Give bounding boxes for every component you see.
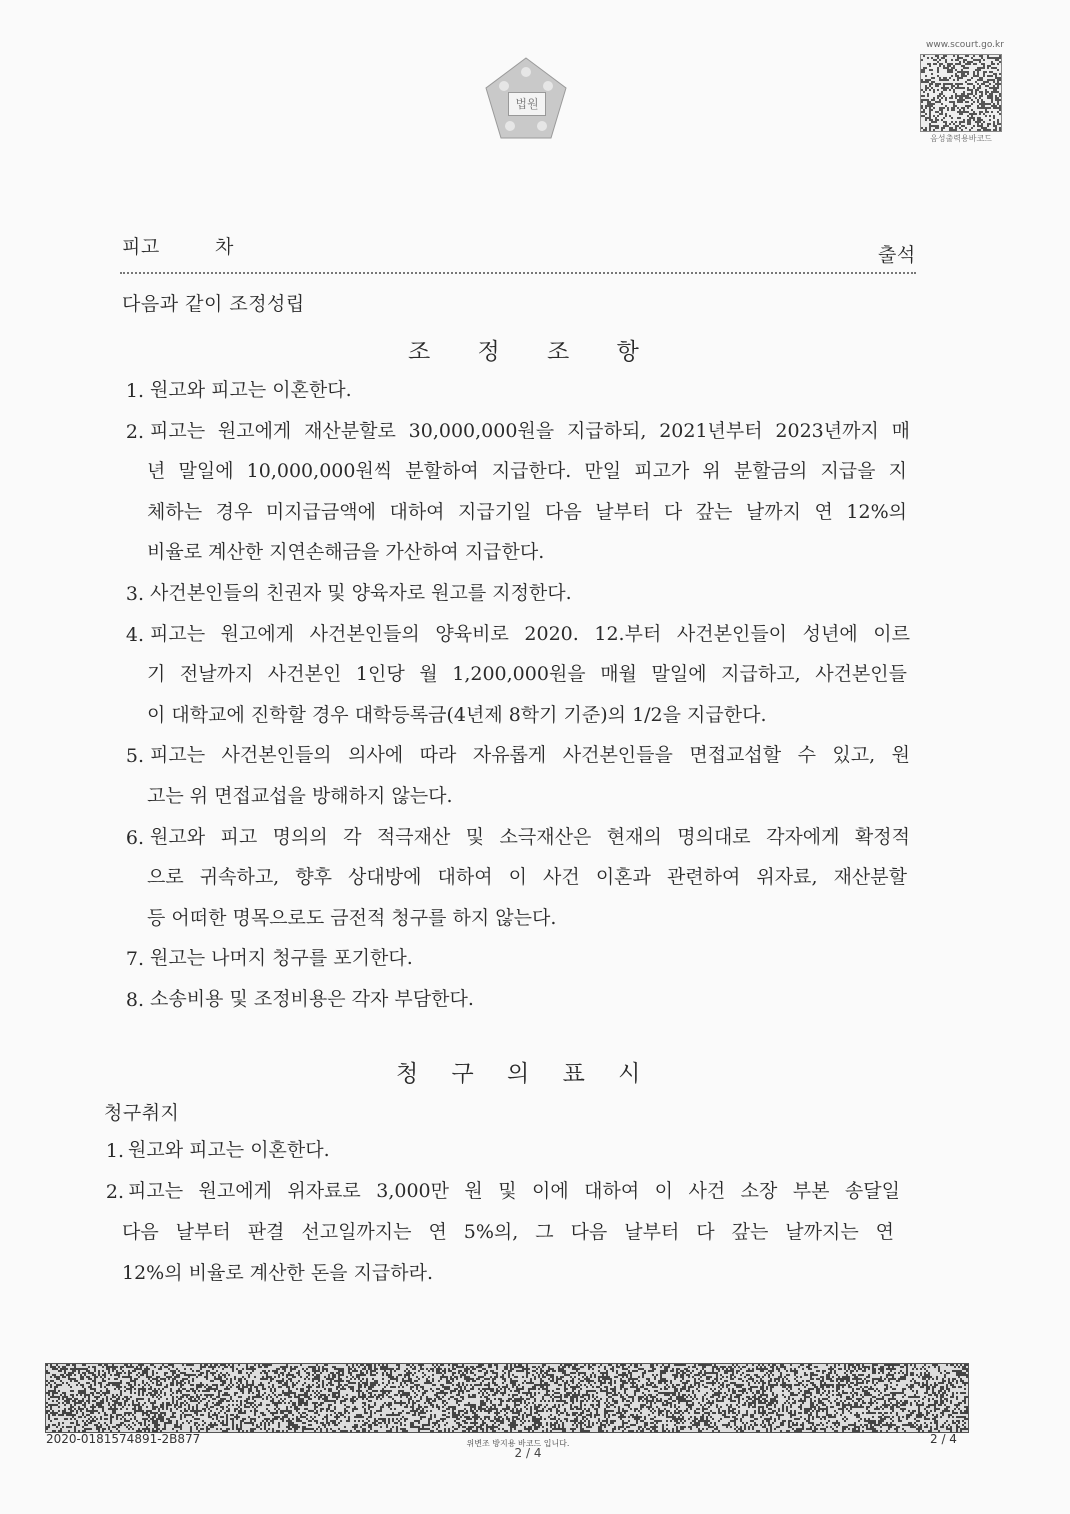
item-line: 비율로 계산한 지연손해금을 가산하여 지급한다. (147, 541, 545, 564)
item-line: 이 대학교에 진학할 경우 대학등록금(4년제 8학기 기준)의 1/2을 지급한다. (147, 703, 767, 726)
mediation-title: 조 정 조 항 (408, 339, 659, 365)
item-line: 고는 위 면접교섭을 방해하지 않는다. (147, 785, 453, 807)
site-url: www.scourt.go.kr (926, 40, 1004, 50)
claim-purpose-label: 청구취지 (104, 1102, 180, 1124)
item-line: 12%의 비율로 계산한 돈을 지급하라. (122, 1262, 434, 1284)
item-number: 6. (125, 826, 144, 849)
item-number: 4. (125, 623, 144, 646)
item-number: 5. (125, 745, 144, 768)
item-line: 피고는 원고에게 재산분할로 30,000,000원을 지급하되, 2021년부터 2023년까지 매 (150, 419, 910, 442)
item-number: 8. (125, 989, 144, 1011)
claim-title: 청 구 의 표 시 (396, 1061, 654, 1087)
intro-text: 다음과 같이 조정성립 (122, 293, 305, 315)
defendant-name: 차 (215, 236, 234, 258)
item-line: 으로 귀속하고, 향후 상대방에 대하여 이 사건 이혼과 관련하여 위자료, 재산분할 (147, 866, 907, 889)
defendant-label: 피고 (122, 236, 160, 258)
qr-caption: 음성출력용바코드 (930, 134, 992, 143)
item-line: 피고는 원고에게 위자료로 3,000만 원 및 이에 대하여 이 사건 소장 부본 송달일 (128, 1180, 900, 1202)
attendance-status: 출석 (878, 244, 916, 266)
anti-forgery-barcode-icon (45, 1363, 969, 1433)
item-line: 원고와 피고는 이혼한다. (150, 379, 352, 401)
item-line: 년 말일에 10,000,000원씩 분할하여 지급한다. 만일 피고가 위 분할금의 지급을 지 (147, 460, 907, 483)
item-line: 체하는 경우 미지급금액에 대하여 지급기일 다음 날부터 다 갚는 날까지 연 12%의 (147, 500, 907, 523)
item-number: 1. (105, 1140, 124, 1162)
item-line: 등 어떠한 명목으로도 금전적 청구를 하지 않는다. (147, 906, 557, 929)
emblem-label: 법원 (508, 92, 546, 116)
qr-code-icon (920, 54, 1002, 132)
item-line: 다음 날부터 판결 선고일까지는 연 5%의, 그 다음 날부터 다 갚는 날까지는 연 (122, 1221, 894, 1243)
item-line: 원고는 나머지 청구를 포기한다. (150, 947, 413, 970)
item-line: 소송비용 및 조정비용은 각자 부담한다. (150, 988, 474, 1010)
item-line: 원고와 피고는 이혼한다. (128, 1139, 330, 1161)
item-number: 3. (125, 583, 144, 605)
dotted-divider (120, 272, 916, 274)
item-line: 피고는 원고에게 사건본인들의 양육비로 2020. 12.부터 사건본인들이 성년에 이르 (150, 622, 910, 645)
item-number: 2. (125, 420, 144, 443)
item-number: 7. (125, 948, 144, 971)
page-number-right: 2 / 4 (930, 1432, 957, 1446)
page-number-center: 2 / 4 (514, 1446, 542, 1460)
item-number: 1. (125, 380, 144, 402)
item-line: 피고는 사건본인들의 의사에 따라 자유롭게 사건본인들을 면접교섭할 수 있고, 원 (150, 744, 910, 767)
item-line: 원고와 피고 명의의 각 적극재산 및 소극재산은 현재의 명의대로 각자에게 확정적 (150, 825, 910, 848)
item-line: 기 전날까지 사건본인 1인당 월 1,200,000원을 매월 말일에 지급하고, 사건본인들 (147, 663, 907, 686)
item-line: 사건본인들의 친권자 및 양육자로 원고를 지정한다. (150, 582, 572, 604)
item-number: 2. (105, 1181, 124, 1203)
barcode-note: 위변조 방지용 바코드 입니다. (466, 1439, 570, 1448)
document-id: 2020-0181574891-2B877 (46, 1432, 201, 1446)
